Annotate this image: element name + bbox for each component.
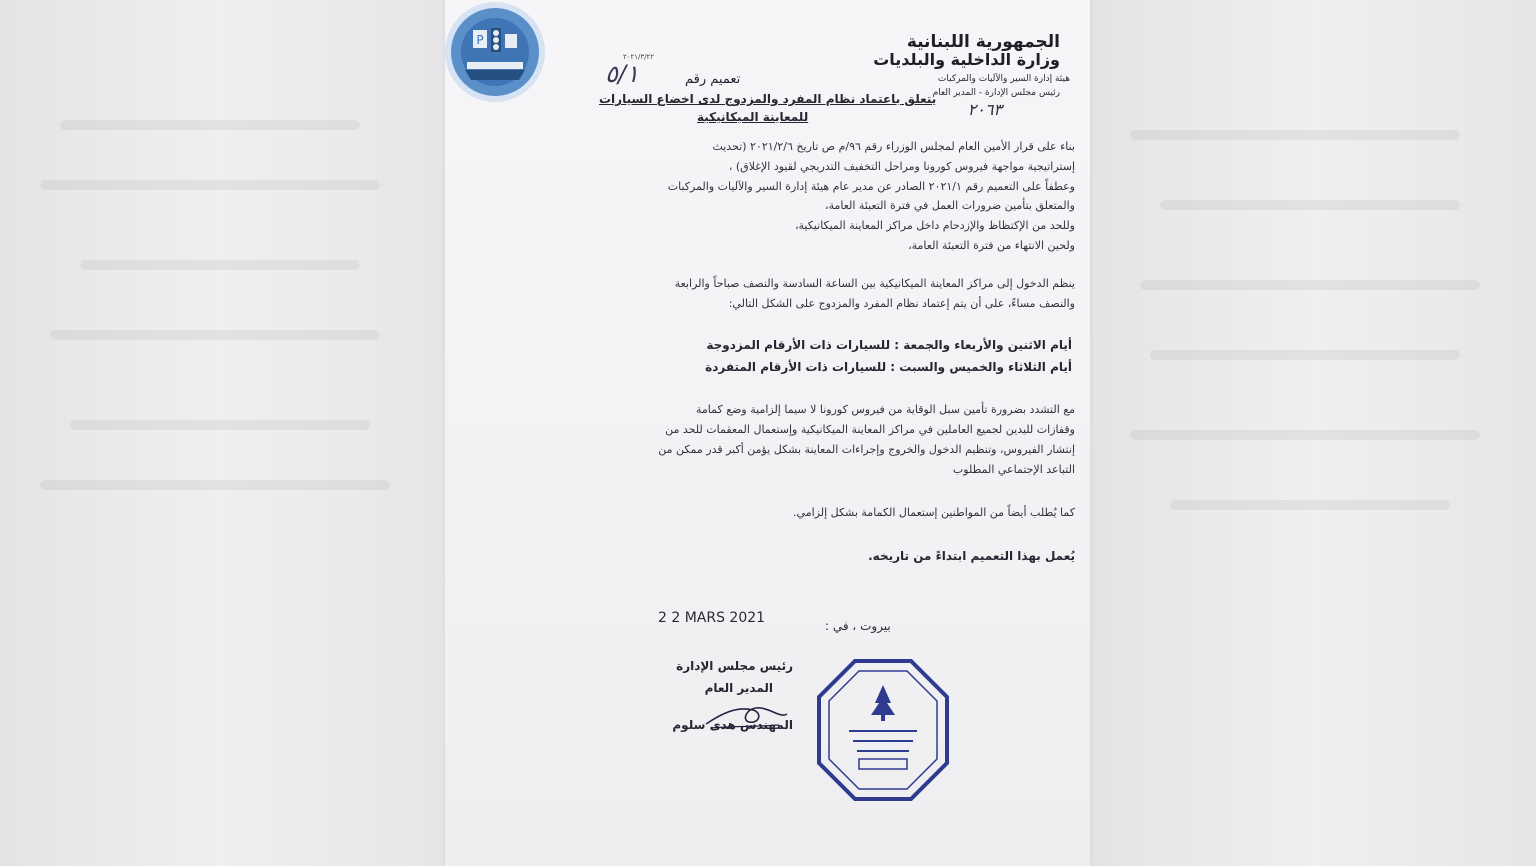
- preamble-line: وللحد من الإكتظاظ والإزدحام داخل مراكز المعاينة الميكانيكية،: [794, 219, 1075, 232]
- document-page: [445, 0, 1090, 866]
- subject-line-2: للمعاينة الميكانيكية: [697, 110, 809, 124]
- subject-line-1: يتعلق باعتماد نظام المفرد والمزدوج لدى اخضاع السيارات: [599, 92, 937, 106]
- svg-text:P: P: [476, 33, 484, 47]
- preamble-line: بناء على قرار الأمين العام لمجلس الوزراء رقم ٩٦/م ص تاريخ ٢٠٢١/٢/٦ (تحديث: [712, 140, 1075, 153]
- schedule-line: والنصف مساءً، على أن يتم إعتماد نظام المفرد والمزدوج على الشكل التالي:: [728, 297, 1075, 310]
- precaution-line: مع التشدد بضرورة تأمين سبل الوقاية من فيروس كورونا لا سيما إلزامية وضع كمامة: [695, 403, 1075, 416]
- precaution-line: إنتشار الفيروس، وتنظيم الدخول والخروج وإجراءات المعاينة بشكل يؤمن أكبر قدر ممكن من: [658, 443, 1075, 456]
- blurred-text-line: [1130, 130, 1460, 140]
- preamble-line: ولحين الانتهاء من فترة التعبئة العامة،: [908, 239, 1075, 252]
- official-seal-icon: [813, 655, 953, 805]
- schedule-line: ينظم الدخول إلى مراكز المعاينة الميكانيكية بين الساعة السادسة والنصف صباحاً والرابعة: [674, 277, 1075, 290]
- blurred-text-line: [1170, 500, 1450, 510]
- circular-title: تعميم رقم: [685, 72, 741, 87]
- signatory-name: المهندس هدى سلوم: [672, 718, 793, 732]
- authority-name: هيئة إدارة السير والآليات والمركبات: [937, 74, 1070, 84]
- signatory-title-2: المدير العام: [704, 681, 773, 695]
- citizens-request: كما يُطلب أيضاً من المواطنين إستعمال الكمامة بشكل إلزامي.: [793, 506, 1075, 519]
- effective-date-note: يُعمل بهذا التعميم ابتداءً من تاريخه.: [868, 549, 1075, 563]
- blurred-text-line: [40, 480, 390, 490]
- blurred-text-line: [1160, 200, 1460, 210]
- blurred-text-line: [40, 180, 380, 190]
- blurred-text-line: [1150, 350, 1460, 360]
- blurred-text-line: [60, 120, 360, 130]
- place-and-date: بيروت ، في :: [825, 619, 891, 633]
- preamble-line: والمتعلق بتأمين ضرورات العمل في فترة التعبئة العامة،: [825, 199, 1075, 212]
- handwritten-signature-icon: [701, 696, 791, 736]
- ministry-name: وزارة الداخلية والبلديات: [873, 50, 1060, 69]
- reference-number: ٢٠٦٣: [967, 100, 1002, 119]
- circular-date: ٢٠٢١/٣/٢٢: [623, 53, 655, 61]
- precaution-line: التباعد الإجتماعي المطلوب: [952, 463, 1075, 476]
- blurred-text-line: [50, 330, 380, 340]
- blurred-text-line: [80, 260, 360, 270]
- signatory-title-1: رئيس مجلس الإدارة: [676, 659, 793, 673]
- circular-number: ٥/١: [605, 60, 639, 88]
- republic-name: الجمهورية اللبنانية: [906, 32, 1060, 52]
- background-right: [1090, 0, 1536, 866]
- blurred-text-line: [1130, 430, 1480, 440]
- background-left: [0, 0, 445, 866]
- days-even-plates: أيام الاثنين والأربعاء والجمعة : للسيارات ذات الأرقام المزدوجة: [706, 338, 1072, 352]
- blurred-text-line: [1140, 280, 1480, 290]
- date-stamp: 2 2 MARS 2021: [658, 610, 766, 626]
- blurred-text-line: [70, 420, 370, 430]
- authority-logo-icon: [445, 0, 545, 110]
- precaution-line: وقفازات لليدين لجميع العاملين في مراكز المعاينة الميكانيكية وإستعمال المعقمات للحد من: [665, 423, 1075, 436]
- preamble-line: إستراتيجية مواجهة فيروس كورونا ومراحل التخفيف التدريجي لقيود الإغلاق) ،: [728, 160, 1075, 173]
- preamble-line: وعطفاً على التعميم رقم ٢٠٢١/١ الصادر عن مدير عام هيئة إدارة السير والآليات والمركبات: [667, 180, 1075, 193]
- office-name: رئيس مجلس الإدارة - المدير العام: [932, 88, 1060, 98]
- days-odd-plates: أيام الثلاثاء والخميس والسبت : للسيارات ذات الأرقام المتفردة: [705, 360, 1072, 374]
